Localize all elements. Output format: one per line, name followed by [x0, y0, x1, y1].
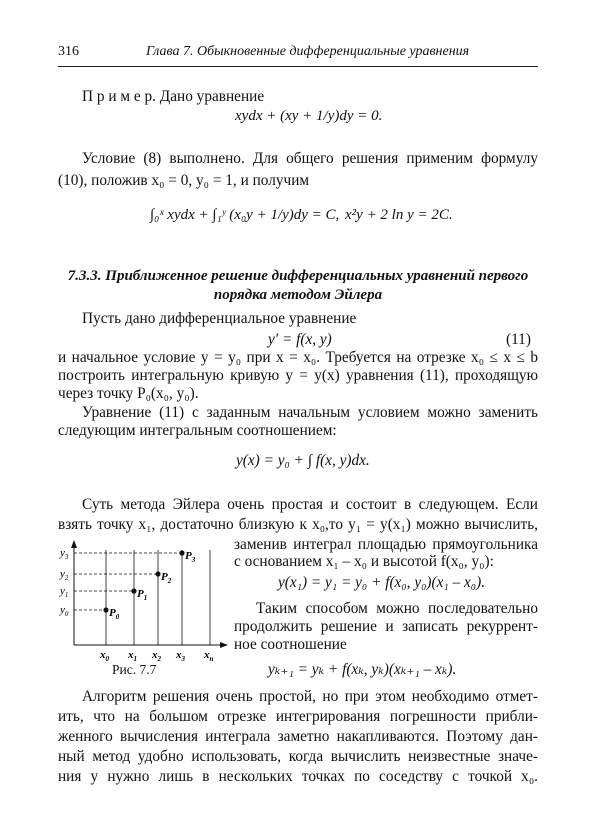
x-label-n: $x_n$ [204, 649, 214, 663]
integral-relation: y(x) = y₀ + ∫ f(x, y)dx. [236, 452, 370, 469]
point-p0 [103, 607, 108, 612]
paragraph-2-line2: построить интегральную кривую y = y(x) уравнения (11), проходящую [58, 367, 538, 384]
euler-step-equation: y(x₁) = y₁ = y₀ + f(x₀, y₀)(x₁ – x₀). [278, 574, 486, 591]
paragraph-1: Пусть дано дифференциальное уравнение [82, 310, 357, 327]
example-label: П р и м е р. [82, 88, 156, 105]
point-p3 [179, 550, 184, 555]
paragraph-2-line3: через точку P₀(x₀, y₀). [58, 385, 199, 402]
section-title-line2: порядка методом Эйлера [213, 287, 383, 303]
euler-method-figure [58, 540, 228, 670]
paragraph-5-line3: ное соотношение [234, 636, 347, 653]
y-label-0: $y_0$ [60, 604, 69, 618]
equation-11-number: (11) [506, 331, 531, 348]
chapter-title: Глава 7. Обыкновенные дифференциальные уравнения [146, 44, 470, 59]
x-label-1: $x_1$ [128, 649, 137, 663]
paragraph-4-line2: взять точку x₁, достаточно близкую к x₀,то y₁ = y(x₁) можно вычислить, [58, 516, 538, 533]
paragraph-3-line2: следующим интегральным соотношением: [58, 422, 337, 439]
example-line2: (10), положив x₀ = 0, y₀ = 1, и получим [58, 172, 310, 189]
section-title-line1: Приближенное решение дифференциальных уравнений первого [105, 268, 529, 284]
paragraph-5-line1: Таким способом можно последовательно [256, 600, 538, 617]
figure-caption: Рис. 7.7 [112, 662, 157, 677]
paragraph-4-line4: с основанием x₁ – x₀ и высотой f(x₀, y₀): [234, 553, 494, 570]
general-solution: x²y + 2 ln y = 2C. [345, 207, 453, 223]
section-number: 7.3.3. [67, 268, 102, 284]
x-label-2: $x_2$ [152, 649, 161, 663]
label-p0: $P_0$ [109, 607, 120, 621]
paragraph-6-line4: ный метод удобно использовать, когда вычислить неизвестные значе- [58, 748, 538, 765]
recurrence-equation: yₖ₊₁ = yₖ + f(xₖ, yₖ)(xₖ₊₁ – xₖ). [268, 661, 457, 678]
x-label-3: $x_3$ [176, 649, 185, 663]
y-label-2: $y_2$ [60, 568, 69, 582]
paragraph-5-line2: продолжить решение и записать рекуррент- [234, 618, 538, 635]
paragraph-3-line1: Уравнение (11) с заданным начальным условием можно заменить [82, 404, 538, 421]
label-p3: $P_3$ [185, 550, 196, 564]
y-label-3: $y_3$ [60, 547, 69, 561]
y-label-1: $y_1$ [60, 585, 69, 599]
example-intro-text: Дано уравнение [159, 88, 265, 105]
paragraph-4-line1: Суть метода Эйлера очень простая и состоит в следующем. Если [82, 496, 538, 513]
paragraph-6-line5: ния y нужно лишь в нескольких точках по соседству с точкой x₀. [58, 768, 538, 785]
section-heading [58, 268, 538, 285]
point-p1 [131, 588, 136, 593]
y-axis-arrow [71, 540, 77, 548]
paragraph-4-line3: заменив интеграл площадью прямоугольника [234, 536, 538, 553]
paragraph-6-line3: женного вычисления интеграла заметно накапливаются. Поэтому дан- [58, 728, 538, 745]
header-rule [58, 66, 538, 67]
example-equation: xydx + (xy + 1/y)dy = 0. [235, 108, 383, 124]
x-label-0: $x_0$ [100, 649, 109, 663]
page-number: 316 [58, 44, 79, 59]
paragraph-6-line2: ить, что на большом отрезке интегрирования погрешности прибли- [58, 708, 538, 725]
paragraph-2-line1: и начальное условие y = y₀ при x = x₀. Требуется на отрезке x₀ ≤ x ≤ b [58, 349, 538, 366]
label-p2: $P_2$ [161, 571, 172, 585]
x-axis-arrow [220, 642, 228, 648]
point-p2 [155, 571, 160, 576]
integral-equation: ∫₀ˣ xydx + ∫₁ʸ (x₀y + 1/y)dy = C, [150, 207, 340, 223]
example-line1: Условие (8) выполнено. Для общего решения применим формулу [82, 150, 538, 167]
example-intro [82, 88, 264, 106]
label-p1: $P_1$ [137, 588, 148, 602]
paragraph-6-line1: Алгоритм решения очень простой, но при этом необходимо отмет- [82, 688, 538, 705]
equation-11: y′ = f(x, y) [268, 331, 332, 348]
